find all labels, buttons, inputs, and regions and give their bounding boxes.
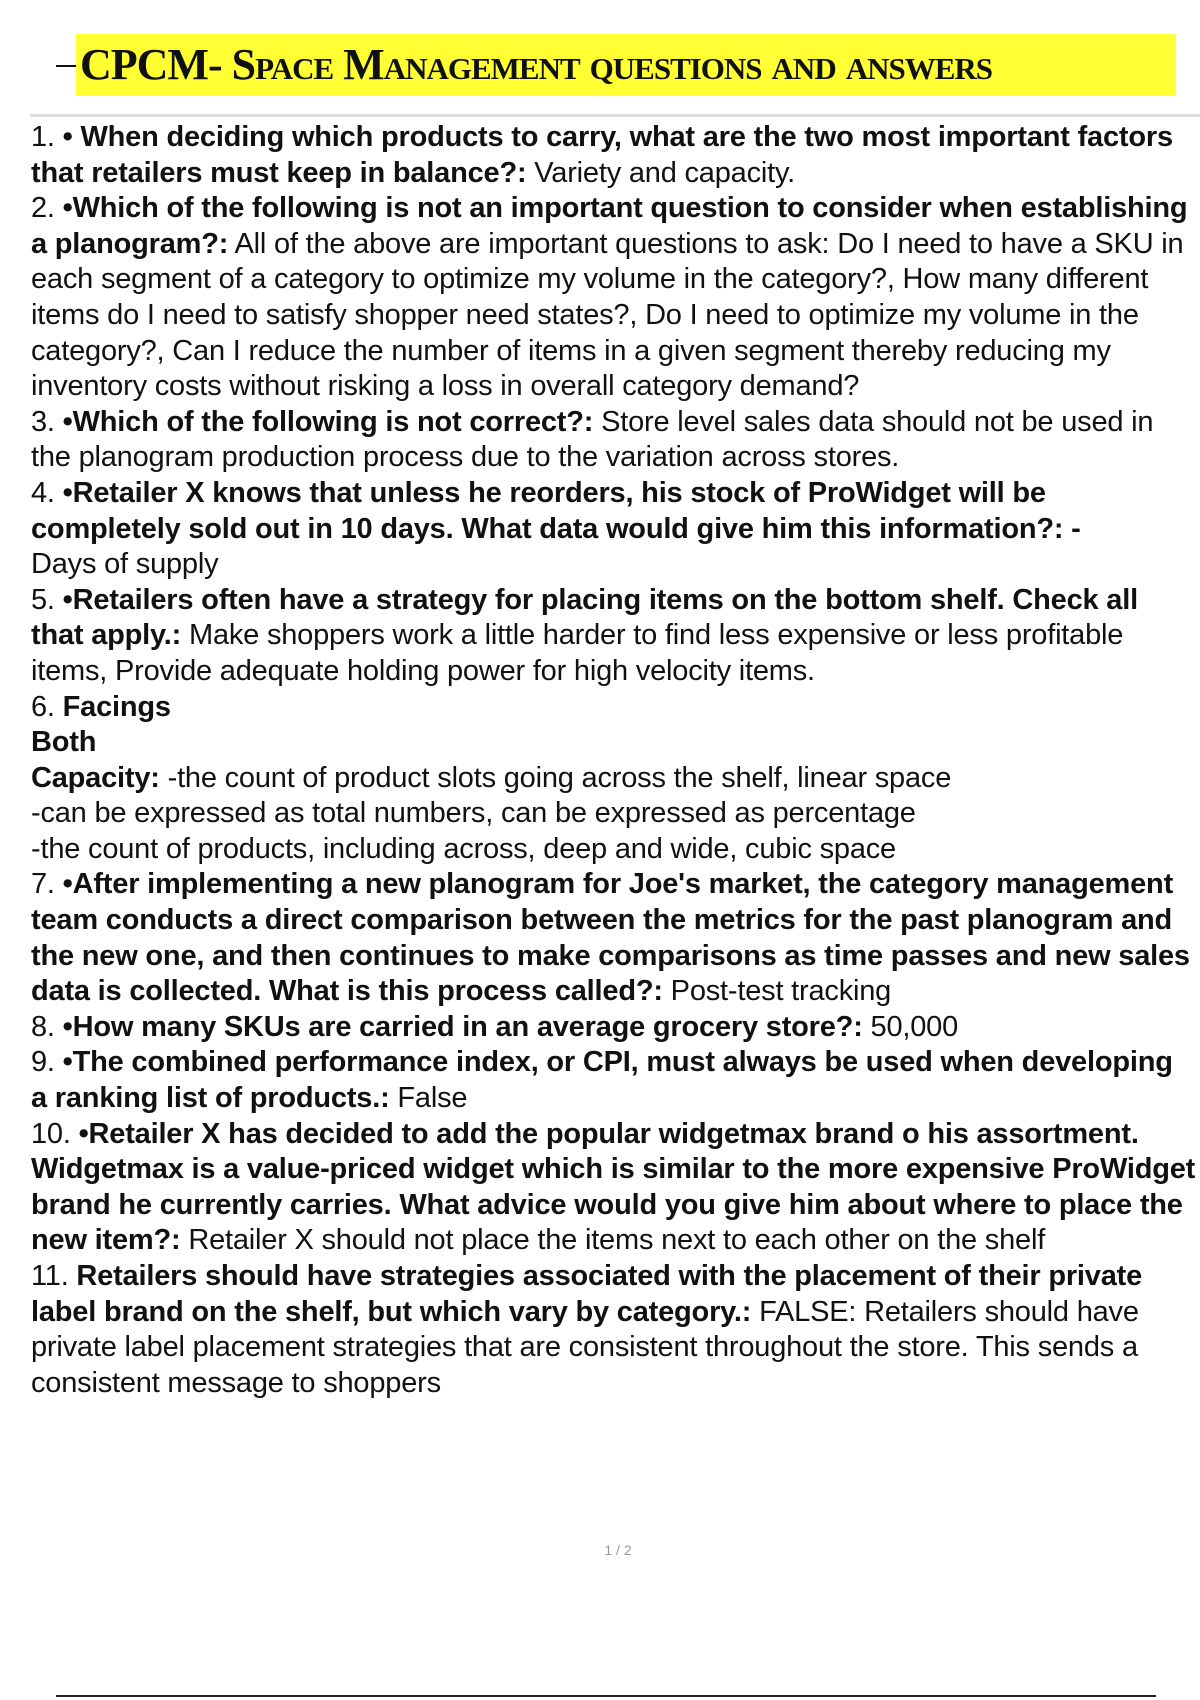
page-indicator: 1 / 2 bbox=[604, 1542, 632, 1558]
question-text: •How many SKUs are carried in an average grocery store?: bbox=[62, 1010, 863, 1043]
item-number: 6. bbox=[31, 690, 63, 723]
answer-text: Variety and capacity. bbox=[526, 156, 795, 189]
answer-line-2: -can be expressed as total numbers, can be expressed as percentage bbox=[31, 797, 916, 830]
answer-text: 50,000 bbox=[862, 1010, 959, 1043]
question-text: •After implementing a new planogram for Joe's market, the category management team conducts a direct comparison between the metrics for the past planogram and the new one, and then continues to make comparisons as time passes and new sales data is collected. What is this process called?: bbox=[31, 868, 1190, 1008]
answer-label: Capacity: bbox=[31, 761, 160, 794]
item-6-capacity-line bbox=[31, 761, 1196, 797]
question-text: •Retailer X has decided to add the popular widgetmax brand o his assortment. Widgetmax is a value-priced widget which is similar to the more expensive ProWidget brand he currently carries. What advice would you give him about where to place the new item?: bbox=[31, 1117, 1196, 1257]
item-6-heading bbox=[31, 690, 1196, 726]
header-divider bbox=[30, 114, 1200, 117]
qa-item-1 bbox=[31, 120, 1196, 191]
title-bar bbox=[56, 34, 1176, 96]
item-number: 2. bbox=[31, 192, 63, 225]
item-number: 11. bbox=[31, 1260, 77, 1292]
question-text: •Which of the following is not an important question to consider when establishing a planogram?: bbox=[31, 192, 1188, 260]
item-number: 10. bbox=[31, 1117, 79, 1150]
question-text: •Which of the following is not correct?: bbox=[62, 405, 594, 438]
question-text: Retailers should have strategies associated with the placement of their private label brand on the shelf, but which vary by category.: bbox=[31, 1260, 1143, 1328]
question-text: •Retailer X knows that unless he reorders, his stock of ProWidget will be completely sold out in 10 days. What data would give him this information?: - bbox=[31, 476, 1081, 545]
answer-text: FALSE: Retailers should have private label placement strategies that are consistent throughout the store. This sends a consistent message to shoppers bbox=[31, 1295, 1139, 1399]
item-number: 1. bbox=[31, 121, 63, 153]
answer-text: Days of supply bbox=[31, 548, 219, 581]
page-title bbox=[80, 38, 992, 92]
qa-item-5 bbox=[31, 583, 1196, 690]
qa-item-6 bbox=[31, 690, 1196, 868]
qa-item-10 bbox=[31, 1117, 1196, 1259]
answer-text: Make shoppers work a little harder to find less expensive or less profitable items, Provide adequate holding power for high velocity items. bbox=[31, 619, 1124, 687]
qa-item-7 bbox=[31, 867, 1196, 1009]
answer-text: Retailer X should not place the items next to each other on the shelf bbox=[180, 1224, 1046, 1257]
item-number: 9. bbox=[31, 1046, 63, 1079]
qa-item-2 bbox=[31, 191, 1196, 405]
qa-item-3 bbox=[31, 405, 1196, 476]
item-number: 5. bbox=[31, 583, 63, 616]
question-text: • When deciding which products to carry, what are the two most important factors that retailers must keep in balance?: bbox=[31, 121, 1173, 189]
question-text: •Retailers often have a strategy for placing items on the bottom shelf. Check all that apply.: bbox=[31, 583, 1138, 652]
title-main: Space Management questions and answers bbox=[231, 40, 993, 89]
footer-divider bbox=[56, 1695, 1156, 1697]
question-text: Facings bbox=[62, 690, 171, 723]
qa-item-8 bbox=[31, 1010, 1196, 1046]
answer-text: -the count of product slots going across the shelf, linear space bbox=[159, 761, 952, 794]
qa-item-9 bbox=[31, 1045, 1196, 1116]
item-number: 7. bbox=[31, 868, 63, 901]
item-6-both: Both bbox=[31, 726, 97, 759]
qa-item-11 bbox=[31, 1259, 1196, 1401]
answer-text: Post-test tracking bbox=[662, 975, 892, 1008]
item-number: 8. bbox=[31, 1010, 63, 1043]
title-dash bbox=[56, 65, 76, 67]
item-number: 3. bbox=[31, 405, 63, 438]
answer-text: False bbox=[389, 1082, 468, 1115]
question-text: •The combined performance index, or CPI, must always be used when developing a ranking list of products.: bbox=[31, 1046, 1173, 1115]
qa-list bbox=[31, 120, 1196, 1401]
qa-item-4 bbox=[31, 476, 1196, 583]
answer-text: Store level sales data should not be used in the planogram production process due to the variation across stores. bbox=[31, 405, 1154, 474]
answer-line-3: -the count of products, including across, deep and wide, cubic space bbox=[31, 832, 896, 865]
answer-text: All of the above are important questions to ask: Do I need to have a SKU in each segment of a category to optimize my volume in the category?, How many different items do I need to satisfy shopper need states?, Do I need to optimize my volume in the category?, Can I reduce the number of items in a given segment thereby reducing my inventory costs without risking a loss in overall category demand? bbox=[31, 227, 1184, 403]
item-number: 4. bbox=[31, 476, 63, 509]
title-lead: CPCM- bbox=[80, 40, 232, 89]
